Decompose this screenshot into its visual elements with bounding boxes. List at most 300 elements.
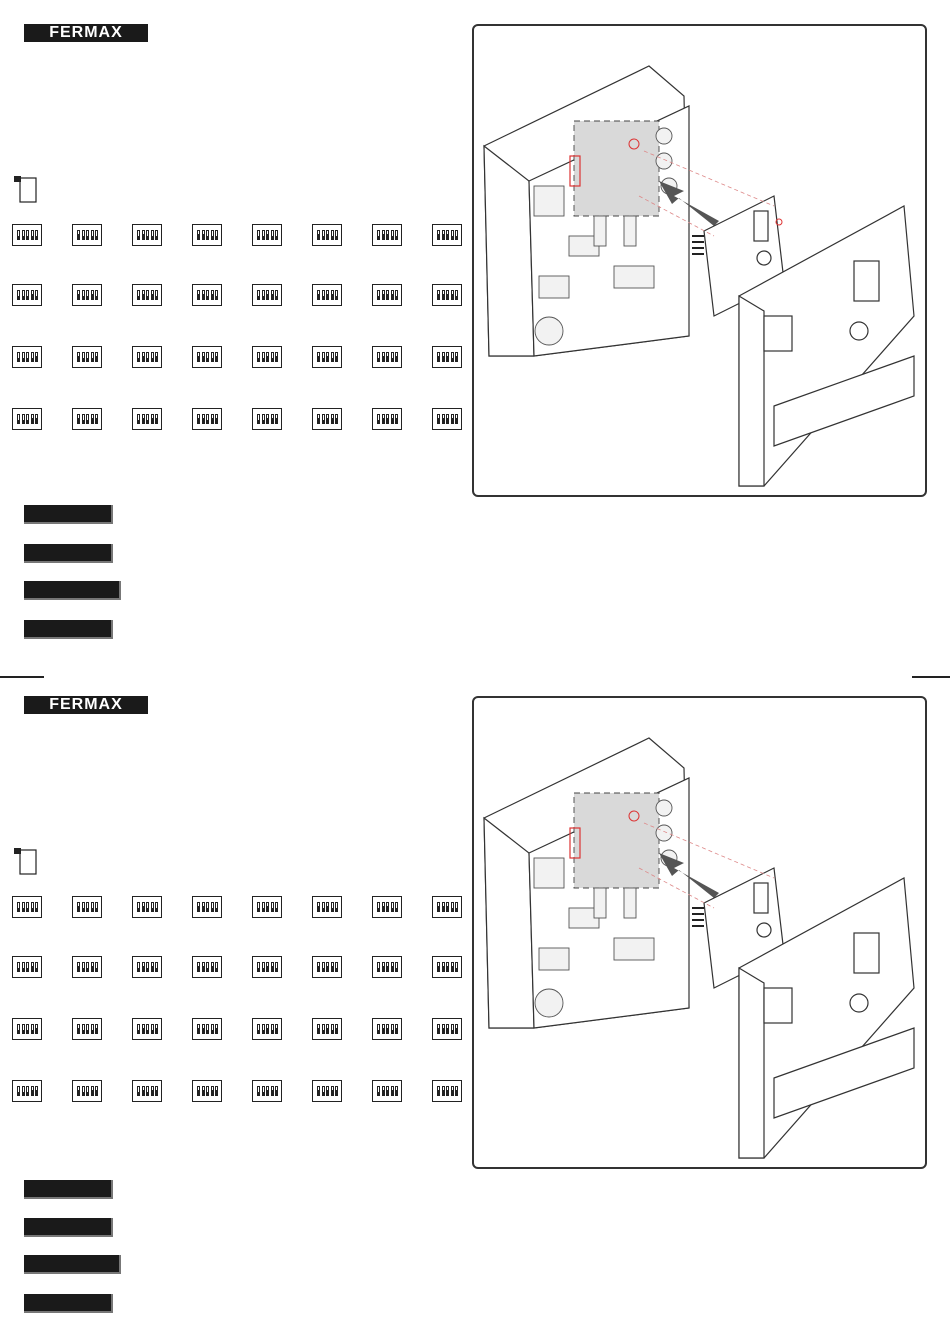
dip-switch-grid bbox=[10, 896, 470, 1116]
dip-switch-block bbox=[372, 1080, 402, 1102]
dip-switch-block bbox=[192, 1018, 222, 1040]
dip-switch bbox=[271, 414, 274, 424]
dip-switch-block bbox=[192, 346, 222, 368]
dip-switch bbox=[22, 1086, 25, 1096]
dip-switch bbox=[317, 230, 320, 240]
dip-switch-block bbox=[192, 1080, 222, 1102]
dip-switch bbox=[137, 352, 140, 362]
step-1-icon bbox=[12, 846, 38, 876]
dip-switch-block bbox=[132, 346, 162, 368]
dip-switch bbox=[386, 1086, 389, 1096]
dip-switch bbox=[271, 1086, 274, 1096]
dip-switch bbox=[266, 230, 269, 240]
dip-switch bbox=[257, 1086, 260, 1096]
dip-switch bbox=[446, 414, 449, 424]
dip-switch bbox=[26, 902, 29, 912]
dip-switch bbox=[22, 414, 25, 424]
dip-switch bbox=[151, 1024, 154, 1034]
dip-switch-block bbox=[372, 224, 402, 246]
dip-switch bbox=[197, 902, 200, 912]
dip-switch bbox=[215, 230, 218, 240]
dip-switch bbox=[137, 414, 140, 424]
dip-switch bbox=[395, 962, 398, 972]
dip-switch bbox=[437, 1024, 440, 1034]
dip-switch bbox=[197, 230, 200, 240]
dip-switch-block bbox=[432, 224, 462, 246]
dip-switch-grid bbox=[10, 224, 470, 444]
dip-switch bbox=[266, 414, 269, 424]
dip-switch bbox=[77, 290, 80, 300]
dip-switch bbox=[86, 352, 89, 362]
dip-switch-block bbox=[312, 346, 342, 368]
dip-switch bbox=[317, 290, 320, 300]
dip-switch bbox=[146, 962, 149, 972]
dip-switch bbox=[335, 290, 338, 300]
dip-switch-block bbox=[72, 1080, 102, 1102]
dip-switch bbox=[266, 352, 269, 362]
dip-switch-block bbox=[432, 956, 462, 978]
dip-switch bbox=[275, 230, 278, 240]
dip-switch bbox=[335, 230, 338, 240]
dip-switch bbox=[322, 290, 325, 300]
dip-switch bbox=[331, 290, 334, 300]
dip-switch bbox=[382, 230, 385, 240]
dip-switch bbox=[137, 230, 140, 240]
dip-switch bbox=[202, 1024, 205, 1034]
dip-switch bbox=[155, 414, 158, 424]
dip-switch bbox=[322, 902, 325, 912]
dip-switch bbox=[451, 230, 454, 240]
dip-switch bbox=[77, 962, 80, 972]
dip-switch bbox=[22, 352, 25, 362]
dip-switch bbox=[395, 1024, 398, 1034]
dip-switch bbox=[202, 352, 205, 362]
dip-switch bbox=[91, 962, 94, 972]
dip-switch bbox=[442, 290, 445, 300]
dip-switch bbox=[386, 962, 389, 972]
dip-switch bbox=[257, 352, 260, 362]
section-label-bar-1 bbox=[24, 1180, 113, 1199]
dip-switch bbox=[326, 230, 329, 240]
dip-switch bbox=[266, 1024, 269, 1034]
section-label-bar-4 bbox=[24, 1294, 113, 1313]
dip-switch bbox=[275, 414, 278, 424]
dip-switch bbox=[35, 414, 38, 424]
dip-switch bbox=[35, 290, 38, 300]
dip-switch bbox=[257, 230, 260, 240]
dip-switch-block bbox=[12, 346, 42, 368]
dip-switch bbox=[31, 902, 34, 912]
dip-switch bbox=[35, 1024, 38, 1034]
dip-switch bbox=[262, 1024, 265, 1034]
dip-switch bbox=[442, 352, 445, 362]
dip-switch bbox=[442, 230, 445, 240]
dip-switch bbox=[262, 962, 265, 972]
dip-switch bbox=[211, 902, 214, 912]
dip-switch bbox=[82, 230, 85, 240]
dip-switch bbox=[91, 1086, 94, 1096]
dip-switch bbox=[455, 230, 458, 240]
section-label-bar-3 bbox=[24, 581, 121, 600]
dip-switch bbox=[377, 414, 380, 424]
dip-switch bbox=[331, 962, 334, 972]
dip-switch bbox=[86, 1024, 89, 1034]
dip-switch bbox=[22, 902, 25, 912]
dip-switch bbox=[206, 290, 209, 300]
dip-switch-block bbox=[72, 224, 102, 246]
dip-switch bbox=[442, 1024, 445, 1034]
dip-switch bbox=[197, 1086, 200, 1096]
dip-switch bbox=[77, 414, 80, 424]
dip-switch bbox=[137, 902, 140, 912]
dip-switch bbox=[215, 1086, 218, 1096]
monitor-module-installation-illustration bbox=[474, 698, 927, 1169]
dip-switch bbox=[95, 1024, 98, 1034]
dip-switch bbox=[377, 1024, 380, 1034]
dip-switch bbox=[95, 230, 98, 240]
dip-switch-block bbox=[432, 1018, 462, 1040]
dip-switch bbox=[82, 1024, 85, 1034]
dip-switch bbox=[391, 352, 394, 362]
dip-switch-block bbox=[312, 224, 342, 246]
dip-switch bbox=[151, 902, 154, 912]
dip-switch bbox=[95, 962, 98, 972]
dip-switch bbox=[146, 414, 149, 424]
dip-switch-block bbox=[312, 1018, 342, 1040]
dip-switch bbox=[266, 962, 269, 972]
dip-switch bbox=[322, 1024, 325, 1034]
dip-switch bbox=[377, 1086, 380, 1096]
dip-switch-block bbox=[192, 896, 222, 918]
dip-switch bbox=[146, 290, 149, 300]
dip-switch bbox=[206, 902, 209, 912]
section-label-bar-2 bbox=[24, 1218, 113, 1237]
dip-switch bbox=[82, 414, 85, 424]
dip-switch bbox=[455, 902, 458, 912]
dip-switch bbox=[451, 902, 454, 912]
dip-switch bbox=[35, 962, 38, 972]
dip-switch bbox=[377, 962, 380, 972]
dip-switch bbox=[455, 290, 458, 300]
dip-switch bbox=[82, 962, 85, 972]
dip-switch bbox=[86, 414, 89, 424]
dip-switch bbox=[382, 962, 385, 972]
dip-switch bbox=[22, 290, 25, 300]
dip-switch bbox=[86, 1086, 89, 1096]
dip-switch bbox=[17, 230, 20, 240]
dip-switch-block bbox=[72, 284, 102, 306]
dip-switch-block bbox=[372, 284, 402, 306]
dip-switch bbox=[395, 414, 398, 424]
dip-switch bbox=[215, 902, 218, 912]
dip-switch-block bbox=[372, 408, 402, 430]
dip-switch bbox=[26, 1086, 29, 1096]
dip-switch bbox=[202, 1086, 205, 1096]
dip-switch-block bbox=[192, 956, 222, 978]
dip-switch bbox=[82, 902, 85, 912]
dip-switch bbox=[455, 414, 458, 424]
dip-switch bbox=[77, 902, 80, 912]
dip-switch bbox=[26, 1024, 29, 1034]
dip-switch bbox=[262, 1086, 265, 1096]
dip-switch-block bbox=[372, 1018, 402, 1040]
dip-switch bbox=[91, 1024, 94, 1034]
dip-switch bbox=[335, 414, 338, 424]
dip-switch bbox=[446, 1086, 449, 1096]
dip-switch bbox=[335, 1024, 338, 1034]
dip-switch bbox=[211, 230, 214, 240]
dip-switch bbox=[271, 230, 274, 240]
dip-switch-block bbox=[432, 346, 462, 368]
dip-switch-block bbox=[192, 408, 222, 430]
dip-switch-block bbox=[252, 956, 282, 978]
dip-switch bbox=[197, 1024, 200, 1034]
illustration-frame bbox=[472, 24, 927, 497]
dip-switch bbox=[395, 902, 398, 912]
dip-switch bbox=[391, 902, 394, 912]
dip-switch bbox=[391, 230, 394, 240]
dip-switch bbox=[395, 352, 398, 362]
dip-switch bbox=[455, 1024, 458, 1034]
dip-switch bbox=[326, 1086, 329, 1096]
dip-switch bbox=[331, 1024, 334, 1034]
dip-switch bbox=[211, 1086, 214, 1096]
dip-switch-block bbox=[12, 408, 42, 430]
dip-switch bbox=[17, 414, 20, 424]
dip-switch bbox=[322, 962, 325, 972]
dip-switch-block bbox=[432, 896, 462, 918]
dip-switch bbox=[455, 1086, 458, 1096]
illustration-frame bbox=[472, 696, 927, 1169]
dip-switch bbox=[22, 1024, 25, 1034]
dip-switch bbox=[271, 902, 274, 912]
dip-switch bbox=[451, 352, 454, 362]
dip-switch bbox=[262, 902, 265, 912]
dip-switch bbox=[137, 290, 140, 300]
dip-switch-block bbox=[132, 224, 162, 246]
dip-switch bbox=[137, 1086, 140, 1096]
dip-switch bbox=[31, 962, 34, 972]
section-label-bar-1 bbox=[24, 505, 113, 524]
dip-switch bbox=[395, 1086, 398, 1096]
dip-switch bbox=[35, 230, 38, 240]
dip-switch-block bbox=[432, 284, 462, 306]
dip-switch bbox=[322, 352, 325, 362]
dip-switch bbox=[451, 1024, 454, 1034]
dip-switch bbox=[17, 1086, 20, 1096]
dip-switch-block bbox=[252, 408, 282, 430]
dip-switch bbox=[451, 962, 454, 972]
dip-switch bbox=[22, 230, 25, 240]
dip-switch bbox=[262, 230, 265, 240]
dip-switch bbox=[151, 230, 154, 240]
dip-switch bbox=[446, 962, 449, 972]
dip-switch bbox=[206, 414, 209, 424]
dip-switch bbox=[142, 902, 145, 912]
logo-text: FERMAX bbox=[49, 24, 123, 41]
dip-switch bbox=[331, 230, 334, 240]
dip-switch bbox=[257, 1024, 260, 1034]
dip-switch bbox=[257, 290, 260, 300]
dip-switch bbox=[377, 902, 380, 912]
dip-switch bbox=[322, 1086, 325, 1096]
dip-switch bbox=[331, 352, 334, 362]
dip-switch bbox=[437, 962, 440, 972]
dip-switch bbox=[395, 230, 398, 240]
dip-switch bbox=[266, 290, 269, 300]
dip-switch bbox=[382, 290, 385, 300]
dip-switch bbox=[331, 414, 334, 424]
dip-switch bbox=[382, 1024, 385, 1034]
dip-switch bbox=[326, 414, 329, 424]
dip-switch bbox=[446, 902, 449, 912]
dip-switch-block bbox=[72, 1018, 102, 1040]
dip-switch bbox=[335, 902, 338, 912]
dip-switch bbox=[446, 1024, 449, 1034]
dip-switch bbox=[437, 902, 440, 912]
dip-switch bbox=[91, 290, 94, 300]
dip-switch bbox=[202, 414, 205, 424]
dip-switch bbox=[26, 962, 29, 972]
dip-switch bbox=[77, 230, 80, 240]
dip-switch bbox=[31, 1086, 34, 1096]
dip-switch bbox=[202, 230, 205, 240]
dip-switch bbox=[35, 1086, 38, 1096]
dip-switch bbox=[86, 230, 89, 240]
dip-switch bbox=[386, 230, 389, 240]
dip-switch-block bbox=[312, 896, 342, 918]
section-label-bar-4 bbox=[24, 620, 113, 639]
dip-switch-block bbox=[132, 408, 162, 430]
dip-switch bbox=[206, 352, 209, 362]
dip-switch bbox=[275, 1024, 278, 1034]
section-label-bar-2 bbox=[24, 544, 113, 563]
dip-switch bbox=[382, 1086, 385, 1096]
dip-switch bbox=[91, 414, 94, 424]
dip-switch bbox=[257, 414, 260, 424]
dip-switch bbox=[391, 962, 394, 972]
dip-switch-block bbox=[12, 1018, 42, 1040]
dip-switch-block bbox=[192, 224, 222, 246]
dip-switch bbox=[22, 962, 25, 972]
dip-switch bbox=[86, 902, 89, 912]
dip-switch bbox=[215, 1024, 218, 1034]
dip-switch bbox=[151, 352, 154, 362]
dip-switch bbox=[391, 1086, 394, 1096]
dip-switch bbox=[455, 962, 458, 972]
dip-switch bbox=[142, 1086, 145, 1096]
dip-switch bbox=[206, 1086, 209, 1096]
dip-switch bbox=[386, 414, 389, 424]
dip-switch bbox=[386, 902, 389, 912]
dip-switch bbox=[317, 414, 320, 424]
dip-switch bbox=[215, 962, 218, 972]
dip-switch bbox=[391, 414, 394, 424]
dip-switch-block bbox=[372, 346, 402, 368]
dip-switch bbox=[202, 290, 205, 300]
dip-switch bbox=[446, 352, 449, 362]
dip-switch bbox=[17, 962, 20, 972]
fermax-logo bbox=[24, 24, 148, 42]
dip-switch-block bbox=[252, 1080, 282, 1102]
dip-switch bbox=[326, 352, 329, 362]
dip-switch bbox=[142, 352, 145, 362]
dip-switch bbox=[271, 1024, 274, 1034]
dip-switch bbox=[437, 352, 440, 362]
dip-switch bbox=[77, 1024, 80, 1034]
dip-switch bbox=[266, 902, 269, 912]
dip-switch bbox=[377, 290, 380, 300]
dip-switch bbox=[206, 1024, 209, 1034]
dip-switch bbox=[137, 962, 140, 972]
dip-switch bbox=[275, 352, 278, 362]
dip-switch bbox=[275, 902, 278, 912]
dip-switch bbox=[82, 1086, 85, 1096]
dip-switch-block bbox=[12, 284, 42, 306]
dip-switch bbox=[215, 352, 218, 362]
dip-switch bbox=[391, 290, 394, 300]
dip-switch bbox=[151, 1086, 154, 1096]
dip-switch bbox=[211, 290, 214, 300]
dip-switch bbox=[26, 352, 29, 362]
dip-switch bbox=[335, 1086, 338, 1096]
dip-switch bbox=[155, 352, 158, 362]
dip-switch bbox=[211, 414, 214, 424]
dip-switch-block bbox=[252, 1018, 282, 1040]
dip-switch-block bbox=[432, 408, 462, 430]
dip-switch bbox=[155, 1086, 158, 1096]
dip-switch-block bbox=[72, 956, 102, 978]
dip-switch bbox=[17, 902, 20, 912]
dip-switch bbox=[451, 414, 454, 424]
dip-switch bbox=[26, 290, 29, 300]
dip-switch bbox=[442, 1086, 445, 1096]
dip-switch bbox=[197, 352, 200, 362]
dip-switch-block bbox=[312, 1080, 342, 1102]
dip-switch bbox=[26, 230, 29, 240]
dip-switch bbox=[257, 902, 260, 912]
dip-switch bbox=[275, 1086, 278, 1096]
dip-switch bbox=[202, 962, 205, 972]
dip-switch bbox=[266, 1086, 269, 1096]
dip-switch bbox=[82, 290, 85, 300]
dip-switch bbox=[151, 962, 154, 972]
dip-switch bbox=[142, 1024, 145, 1034]
dip-switch bbox=[151, 290, 154, 300]
dip-switch bbox=[451, 290, 454, 300]
dip-switch bbox=[31, 414, 34, 424]
dip-switch bbox=[391, 1024, 394, 1034]
step-1-icon bbox=[12, 174, 38, 204]
dip-switch bbox=[326, 1024, 329, 1034]
dip-switch bbox=[95, 352, 98, 362]
dip-switch-block bbox=[132, 1080, 162, 1102]
dip-switch bbox=[437, 230, 440, 240]
page-half-bottom bbox=[0, 672, 950, 1344]
dip-switch bbox=[317, 902, 320, 912]
dip-switch bbox=[206, 962, 209, 972]
dip-switch-block bbox=[312, 956, 342, 978]
dip-switch bbox=[31, 1024, 34, 1034]
dip-switch bbox=[446, 230, 449, 240]
dip-switch bbox=[382, 902, 385, 912]
dip-switch bbox=[95, 1086, 98, 1096]
dip-switch-block bbox=[312, 284, 342, 306]
dip-switch-block bbox=[252, 896, 282, 918]
dip-switch bbox=[95, 902, 98, 912]
dip-switch bbox=[442, 414, 445, 424]
dip-switch bbox=[95, 290, 98, 300]
